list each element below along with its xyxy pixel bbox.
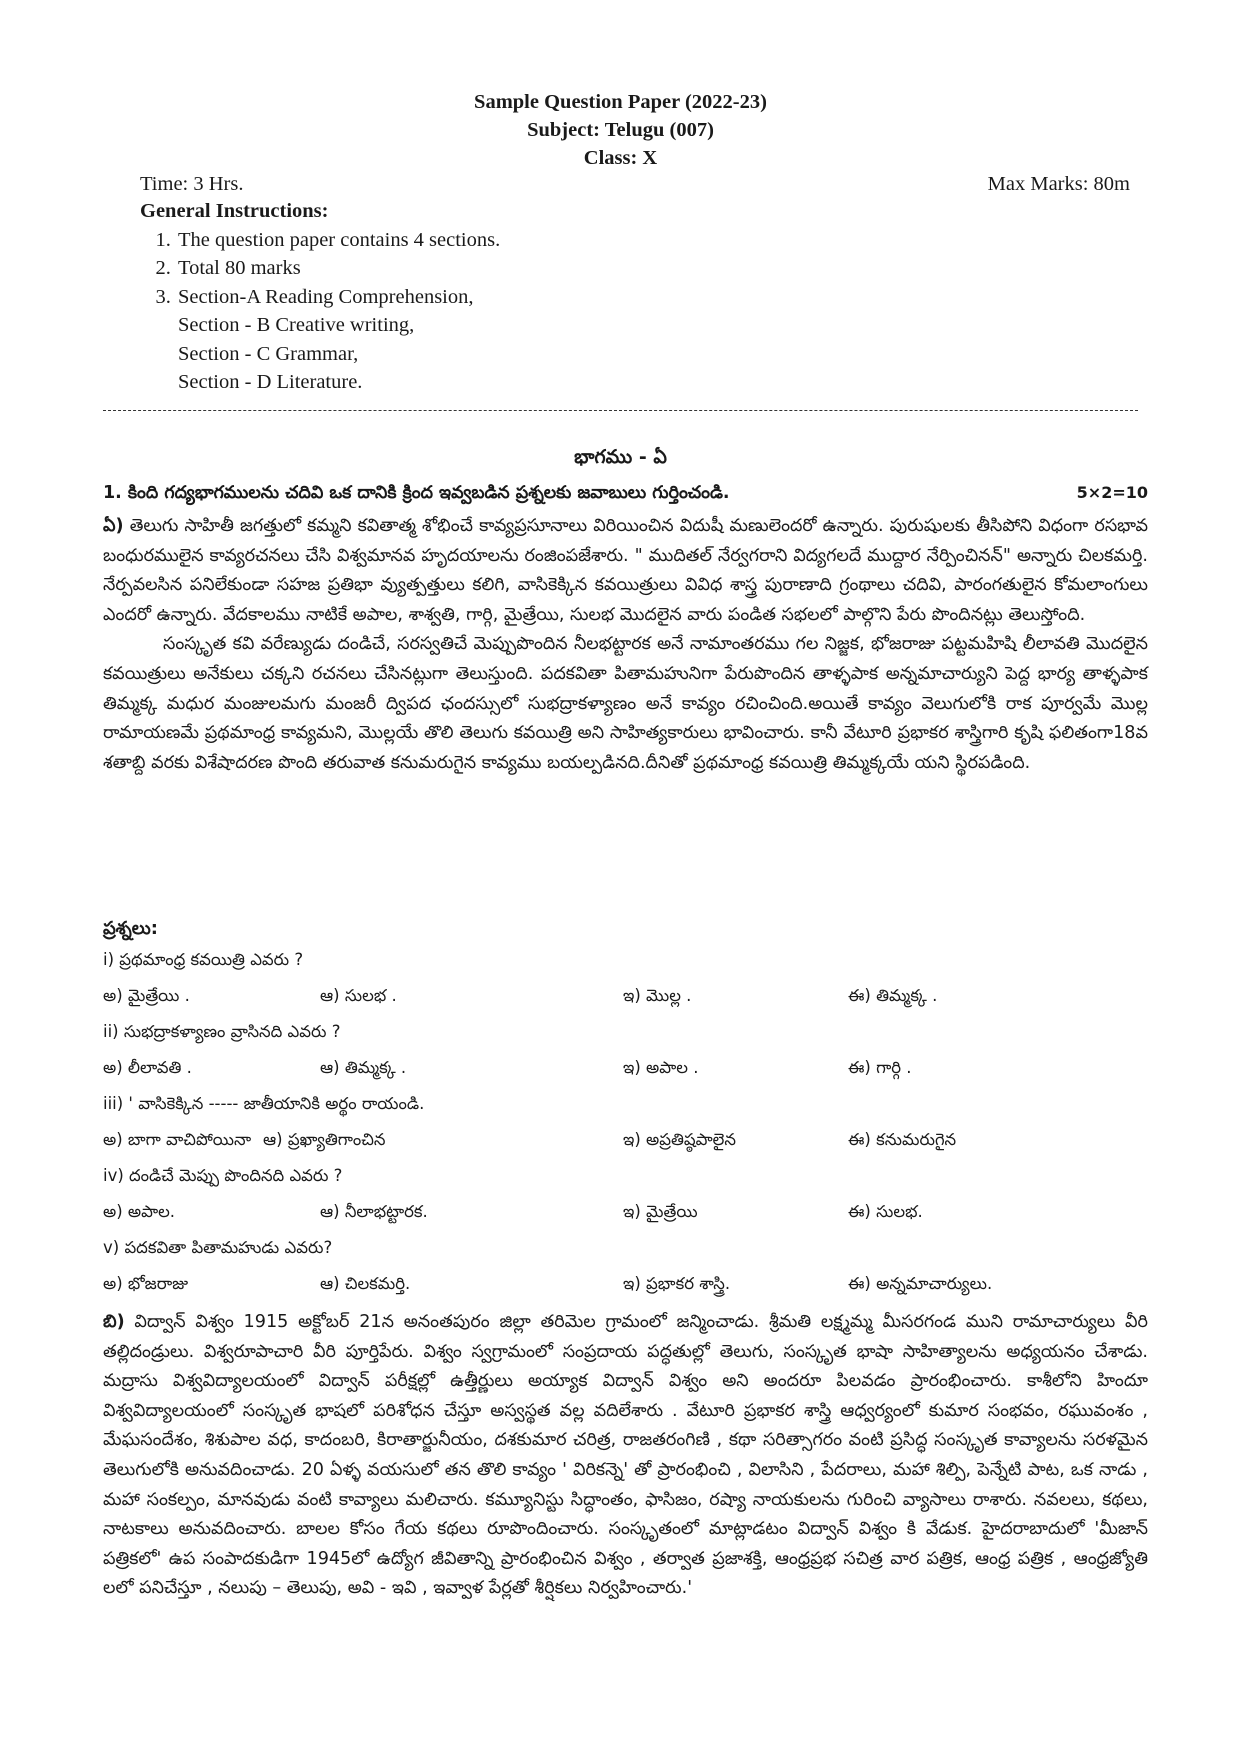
instruction-section-a: 3. Section-A Reading Comprehension, [178, 285, 474, 308]
mcq-stem: iv) దండిచే మెప్పు పొందినది ఎవరు ? [103, 1166, 343, 1185]
passage-b [103, 1308, 1148, 1604]
mcq-stem: v) పదకవితా పితామహుడు ఎవరు? [103, 1238, 333, 1257]
questions-heading: ప్రశ్నలు: [103, 918, 158, 939]
general-instructions [140, 197, 1100, 397]
mcq-option-c: ఇ) మొల్ల . [623, 986, 692, 1005]
passage-a-para-1 [103, 512, 1148, 630]
mcq-option-d: ఈ) కనుమరుగైన [848, 1130, 957, 1149]
paper-subject: Subject: Telugu (007) [527, 119, 714, 141]
instruction-item: 1. The question paper contains 4 sections. [176, 226, 1100, 255]
question-1-header [103, 480, 1148, 506]
mcq-option-c: ఇ) అప్రతిష్ఠపాలైన [623, 1130, 736, 1149]
mcq-option-c: ఇ) ప్రభాకర శాస్త్రి. [623, 1274, 731, 1293]
mcq-option-b: ఆ) సులభ . [320, 986, 397, 1005]
paper-class: Class: X [583, 147, 658, 169]
passage-b-text: విద్వాన్ విశ్వం 1915 అక్టోబర్ 21న అనంతపురం జిల్లా తరిమెల గ్రామంలో జన్మించాడు. శ్రీమతి లక్ష్మమ్మ మీసరగండ ముని రామాచార్యులు వీరి తల్లిదండ్రులు. విశ్వరూపాచారి వీరి పూర్తిపేరు. విశ్వం స్వగ్రామంలో సంప్రదాయ పద్ధతుల్లో తెలుగు, సంస్కృత భాషా సాహిత్యాలను అధ్యయనం చేశాడు. మద్రాసు విశ్వవిద్యాలయంలో విద్వాన్ పరీక్షల్లో ఉత్తీర్ణులు అయ్యాక విద్వాన్ విశ్వం అని అందరూ పిలవడం ప్రారంభించారు. కాశీలోని హిందూ విశ్వవిద్యాలయంలో సంస్కృత భాషలో పరిశోధన చేస్తూ అస్వస్థత వల్ల వదిలేశారు . వేటూరి ప్రభాకర శాస్త్రి ఆధ్వర్యంలో కుమార సంభవం, రఘువంశం , మేఘసందేశం, శిశుపాల వధ, కాదంబరి, కిరాతార్జునీయం, దశకుమార చరిత్ర, రాజతరంగిణి , కథా సరిత్సాగరం వంటి ప్రసిద్ధ సంస్కృత కావ్యాలను సరళమైన తెలుగులోకి అనువదించాడు. 20 ఏళ్ళ వయసులో తన తొలి కావ్యం ' విరికన్నె' తో ప్రారంభించి , విలాసిని , పేదరాలు, మహా శిల్పి, పెన్నేటి పాట, ఒక నాడు , మహా సంకల్పం, మానవుడు వంటి కావ్యాలు మలిచారు. కమ్యూనిస్టు సిద్ధాంతం, ఫాసిజం, రష్యా నాయకులను గురించి వ్యాసాలు రాశారు. నవలలు, కథలు, నాటకాలు అనువదించారు. బాలల కోసం గేయ కథలు రూపొందించారు. సంస్కృతంలో మాట్లాడటం విద్వాన్ విశ్వం కి వేడుక. హైదరాబాదులో 'మీజాన్ పత్రికలో' ఉప సంపాదకుడిగా 1945లో ఉద్యోగ జీవితాన్ని ప్రారంభించిన విశ్వం , తర్వాత ప్రజాశక్తి, ఆంధ్రప్రభ సచిత్ర వార పత్రిక, ఆంధ్ర పత్రిక , ఆంధ్రజ్యోతి లలో పనిచేస్తూ , నలుపు – తెలుపు, అవి - ఇవి , ఇవ్వాళ పేర్లతో శీర్షికలు నిర్వహించారు.' [103, 1312, 1148, 1599]
paper-title: Sample Question Paper (2022-23) [474, 91, 767, 113]
paper-header [0, 88, 1241, 172]
instruction-section-b: Section - B Creative writing, [178, 314, 415, 336]
meta-row [140, 170, 1130, 198]
mcq-item-5 [103, 1230, 1148, 1302]
section-title: భాగము - ఏ [574, 446, 667, 468]
mcq-item-1 [103, 942, 1148, 1014]
mcq-option-b: ఆ) నీలాభట్టారక. [320, 1202, 428, 1221]
passage-a [103, 512, 1148, 778]
instruction-item: 2. Total 80 marks [176, 254, 1100, 283]
passage-a-para-2: సంస్కృత కవి వరేణ్యుడు దండిచే, సరస్వతిచే మెప్పుపొందిన నీలభట్టారక అనే నామాంతరము గల నిజ్జక, భోజరాజు పట్టమహిషి లీలావతి మొదలైన కవయిత్రులు అనేకులు చక్కని రచనలు చేసినట్లుగా తెలుస్తుంది. పదకవితా పితామహునిగా పేరుపొందిన తాళ్ళపాక అన్నమాచార్యుని పెద్ద భార్య తాళ్ళపాక తిమ్మక్క మధుర మంజులమగు మంజరీ ద్విపద ఛందస్సులో సుభద్రాకళ్యాణం అనే కావ్యం రచించింది.అయితే కావ్యం వెలుగులోకి రాక పూర్వమే మొల్ల రామాయణమే ప్రథమాంధ్ర కావ్యమని, మొల్లయే తొలి తెలుగు కవయిత్రి అని సాహిత్యకారులు భావించారు. కానీ వేటూరి ప్రభాకర శాస్త్రిగారి కృషి ఫలితంగా18వ శతాబ్ది వరకు విశేషాదరణ పొంది తరువాత కనుమరుగైన కావ్యము బయల్పడినది.దీనితో ప్రథమాంధ్ర కవయిత్రి తిమ్మక్కయే యని స్థిరపడింది. [103, 634, 1148, 773]
mcq-option-b: ఆ) చిలకమర్తి. [320, 1274, 411, 1293]
mcq-option-c: ఇ) అపాల . [623, 1058, 699, 1077]
mcq-option-a: అ) బాగా వాచిపోయినా [103, 1130, 252, 1149]
mcq-option-d: ఈ) తిమ్మక్క . [848, 986, 938, 1005]
mcq-options [103, 978, 1148, 1014]
passage-b-label: బి) [103, 1312, 125, 1332]
mcq-options [103, 1122, 1148, 1158]
mcq-option-a: అ) అపాల. [103, 1202, 176, 1221]
mcq-options [103, 1266, 1148, 1302]
mcq-list [103, 942, 1148, 1302]
question-1-text: 1. కింది గద్యభాగములను చదివి ఒక దానికి క్రింద ఇవ్వబడిన ప్రశ్నలకు జవాబులు గుర్తించండి. [103, 483, 730, 503]
mcq-option-d: ఈ) గార్గి . [848, 1058, 912, 1077]
passage-a-text-1: తెలుగు సాహితీ జగత్తులో కమ్మని కవితాత్మ శోభించే కావ్యప్రసూనాలు విరియించిన విదుషీ మణులెందరో ఉన్నారు. పురుషులకు తీసిపోని విధంగా రసభావ బంధురములైన కావ్యరచనలు చేసి విశ్వమానవ హృదయాలను రంజింపజేశారు. " ముదితల్ నేర్వగరాని విద్యగలదే ముద్దార నేర్పించినన్" అన్నారు చిలకమర్తి. నేర్పవలసిన పనిలేకుండా సహజ ప్రతిభా వ్యుత్పత్తులు కలిగి, వాసికెక్కిన కవయిత్రులు వివిధ శాస్త్ర పురాణాది గ్రంథాలు చదివి, పారంగతులైన కోమలాంగులు ఎందరో ఉన్నారు. వేదకాలము నాటికే అపాల, శాశ్వతి, గార్గి, మైత్రేయి, సులభ మొదలైన వారు పండిత సభలలో పాల్గొని పేరు పొందినట్లు తెలుస్తోంది. [103, 516, 1148, 625]
instruction-item [176, 283, 1100, 397]
instruction-section-d: Section - D Literature. [178, 371, 363, 393]
mcq-option-a: అ) భోజరాజు [103, 1274, 189, 1293]
mcq-stem: i) ప్రథమాంధ్ర కవయిత్రి ఎవరు ? [103, 950, 304, 969]
passage-b-para [103, 1308, 1148, 1604]
passage-a-label: ఏ) [103, 516, 124, 536]
mcq-item-4 [103, 1158, 1148, 1230]
mcq-option-a: అ) లీలావతి . [103, 1058, 192, 1077]
time-label: Time: 3 Hrs. [140, 173, 244, 195]
mcq-option-b: ఆ) తిమ్మక్క . [320, 1058, 407, 1077]
mcq-option-d: ఈ) అన్నమాచార్యులు. [848, 1274, 993, 1293]
question-1-marks: 5×2=10 [1076, 483, 1148, 502]
mcq-option-d: ఈ) సులభ. [848, 1202, 923, 1221]
dashed-divider [103, 410, 1138, 411]
mcq-options [103, 1194, 1148, 1230]
mcq-item-2 [103, 1014, 1148, 1086]
mcq-option-b: ఆ) ప్రఖ్యాతిగాంచిన [263, 1130, 386, 1149]
mcq-option-a: అ) మైత్రేయి . [103, 986, 190, 1005]
mcq-stem: iii) ' వాసికెక్కిన ----- జాతీయానికి అర్థం రాయండి. [103, 1094, 425, 1113]
instruction-section-c: Section - C Grammar, [178, 342, 359, 365]
mcq-options [103, 1050, 1148, 1086]
mcq-item-3 [103, 1086, 1148, 1158]
max-marks-label: Max Marks: 80m [987, 173, 1130, 195]
mcq-stem: ii) సుభద్రాకళ్యాణం వ్రాసినది ఎవరు ? [103, 1022, 341, 1041]
instructions-heading: General Instructions: [140, 200, 329, 222]
instructions-list [140, 226, 1100, 397]
mcq-option-c: ఇ) మైత్రేయి [623, 1202, 698, 1221]
